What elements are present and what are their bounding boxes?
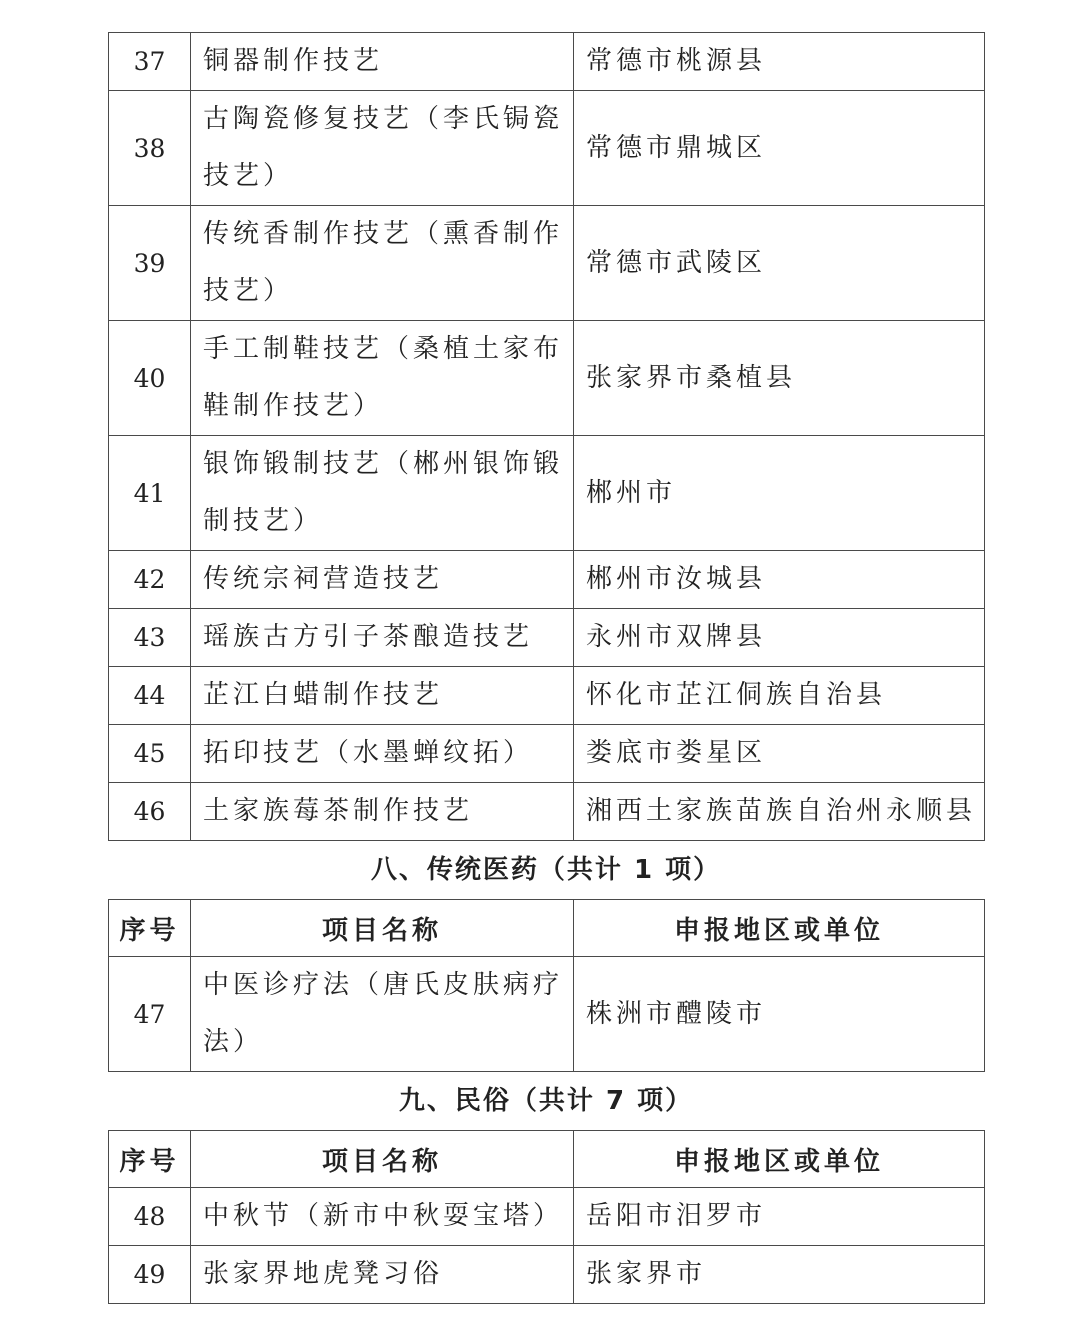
- project-name: 土家族莓茶制作技艺: [191, 783, 574, 841]
- project-name: 拓印技艺（水墨蝉纹拓）: [191, 725, 574, 783]
- table-row: [109, 206, 985, 321]
- project-name: 铜器制作技艺: [191, 33, 574, 91]
- row-number: 37: [109, 33, 191, 91]
- project-name: 银饰锻制技艺（郴州银饰锻制技艺）: [191, 436, 574, 551]
- region-name: 常德市桃源县: [574, 33, 985, 91]
- header-project-name: 项目名称: [191, 1131, 574, 1188]
- heritage-table-folk: [108, 1130, 985, 1304]
- section-title-folk-customs: 九、民俗（共计 7 项）: [398, 1086, 694, 1116]
- table-row: [109, 957, 985, 1072]
- table-row: [109, 1246, 985, 1304]
- project-name: 芷江白蜡制作技艺: [191, 667, 574, 725]
- row-number: 48: [109, 1188, 191, 1246]
- project-name: 传统宗祠营造技艺: [191, 551, 574, 609]
- region-name: 常德市鼎城区: [574, 91, 985, 206]
- row-number: 43: [109, 609, 191, 667]
- region-name: 郴州市汝城县: [574, 551, 985, 609]
- row-number: 45: [109, 725, 191, 783]
- project-name: 手工制鞋技艺（桑植土家布鞋制作技艺）: [191, 321, 574, 436]
- project-name: 中医诊疗法（唐氏皮肤病疗法）: [191, 957, 574, 1072]
- project-name: 传统香制作技艺（熏香制作技艺）: [191, 206, 574, 321]
- row-number: 38: [109, 91, 191, 206]
- project-name: 瑶族古方引子茶酿造技艺: [191, 609, 574, 667]
- table-row: [109, 436, 985, 551]
- table-header-row: [109, 900, 985, 957]
- region-name: 张家界市桑植县: [574, 321, 985, 436]
- table-row: [109, 783, 985, 841]
- table-row: [109, 609, 985, 667]
- table-header-row: [109, 1131, 985, 1188]
- region-name: 郴州市: [574, 436, 985, 551]
- heritage-table-crafts: [108, 32, 985, 841]
- table-row: [109, 321, 985, 436]
- row-number: 39: [109, 206, 191, 321]
- project-name: 张家界地虎凳习俗: [191, 1246, 574, 1304]
- region-name: 常德市武陵区: [574, 206, 985, 321]
- table-row: [109, 91, 985, 206]
- region-name: 岳阳市汨罗市: [574, 1188, 985, 1246]
- section-title-traditional-medicine: 八、传统医药（共计 1 项）: [370, 855, 722, 885]
- project-name: 古陶瓷修复技艺（李氏锔瓷技艺）: [191, 91, 574, 206]
- row-number: 41: [109, 436, 191, 551]
- header-number: 序号: [109, 1131, 191, 1188]
- region-name: 湘西土家族苗族自治州永顺县: [574, 783, 985, 841]
- row-number: 49: [109, 1246, 191, 1304]
- header-region: 申报地区或单位: [574, 1131, 985, 1188]
- region-name: 张家界市: [574, 1246, 985, 1304]
- document-page: [108, 32, 984, 1304]
- row-number: 44: [109, 667, 191, 725]
- region-name: 娄底市娄星区: [574, 725, 985, 783]
- table-row: [109, 33, 985, 91]
- table-row: [109, 1188, 985, 1246]
- region-name: 怀化市芷江侗族自治县: [574, 667, 985, 725]
- table-row: [109, 667, 985, 725]
- region-name: 永州市双牌县: [574, 609, 985, 667]
- heritage-table-medicine: [108, 899, 985, 1072]
- header-region: 申报地区或单位: [574, 900, 985, 957]
- table-row: [109, 725, 985, 783]
- project-name: 中秋节（新市中秋耍宝塔）: [191, 1188, 574, 1246]
- row-number: 42: [109, 551, 191, 609]
- row-number: 47: [109, 957, 191, 1072]
- region-name: 株洲市醴陵市: [574, 957, 985, 1072]
- row-number: 46: [109, 783, 191, 841]
- header-project-name: 项目名称: [191, 900, 574, 957]
- header-number: 序号: [109, 900, 191, 957]
- table-row: [109, 551, 985, 609]
- row-number: 40: [109, 321, 191, 436]
